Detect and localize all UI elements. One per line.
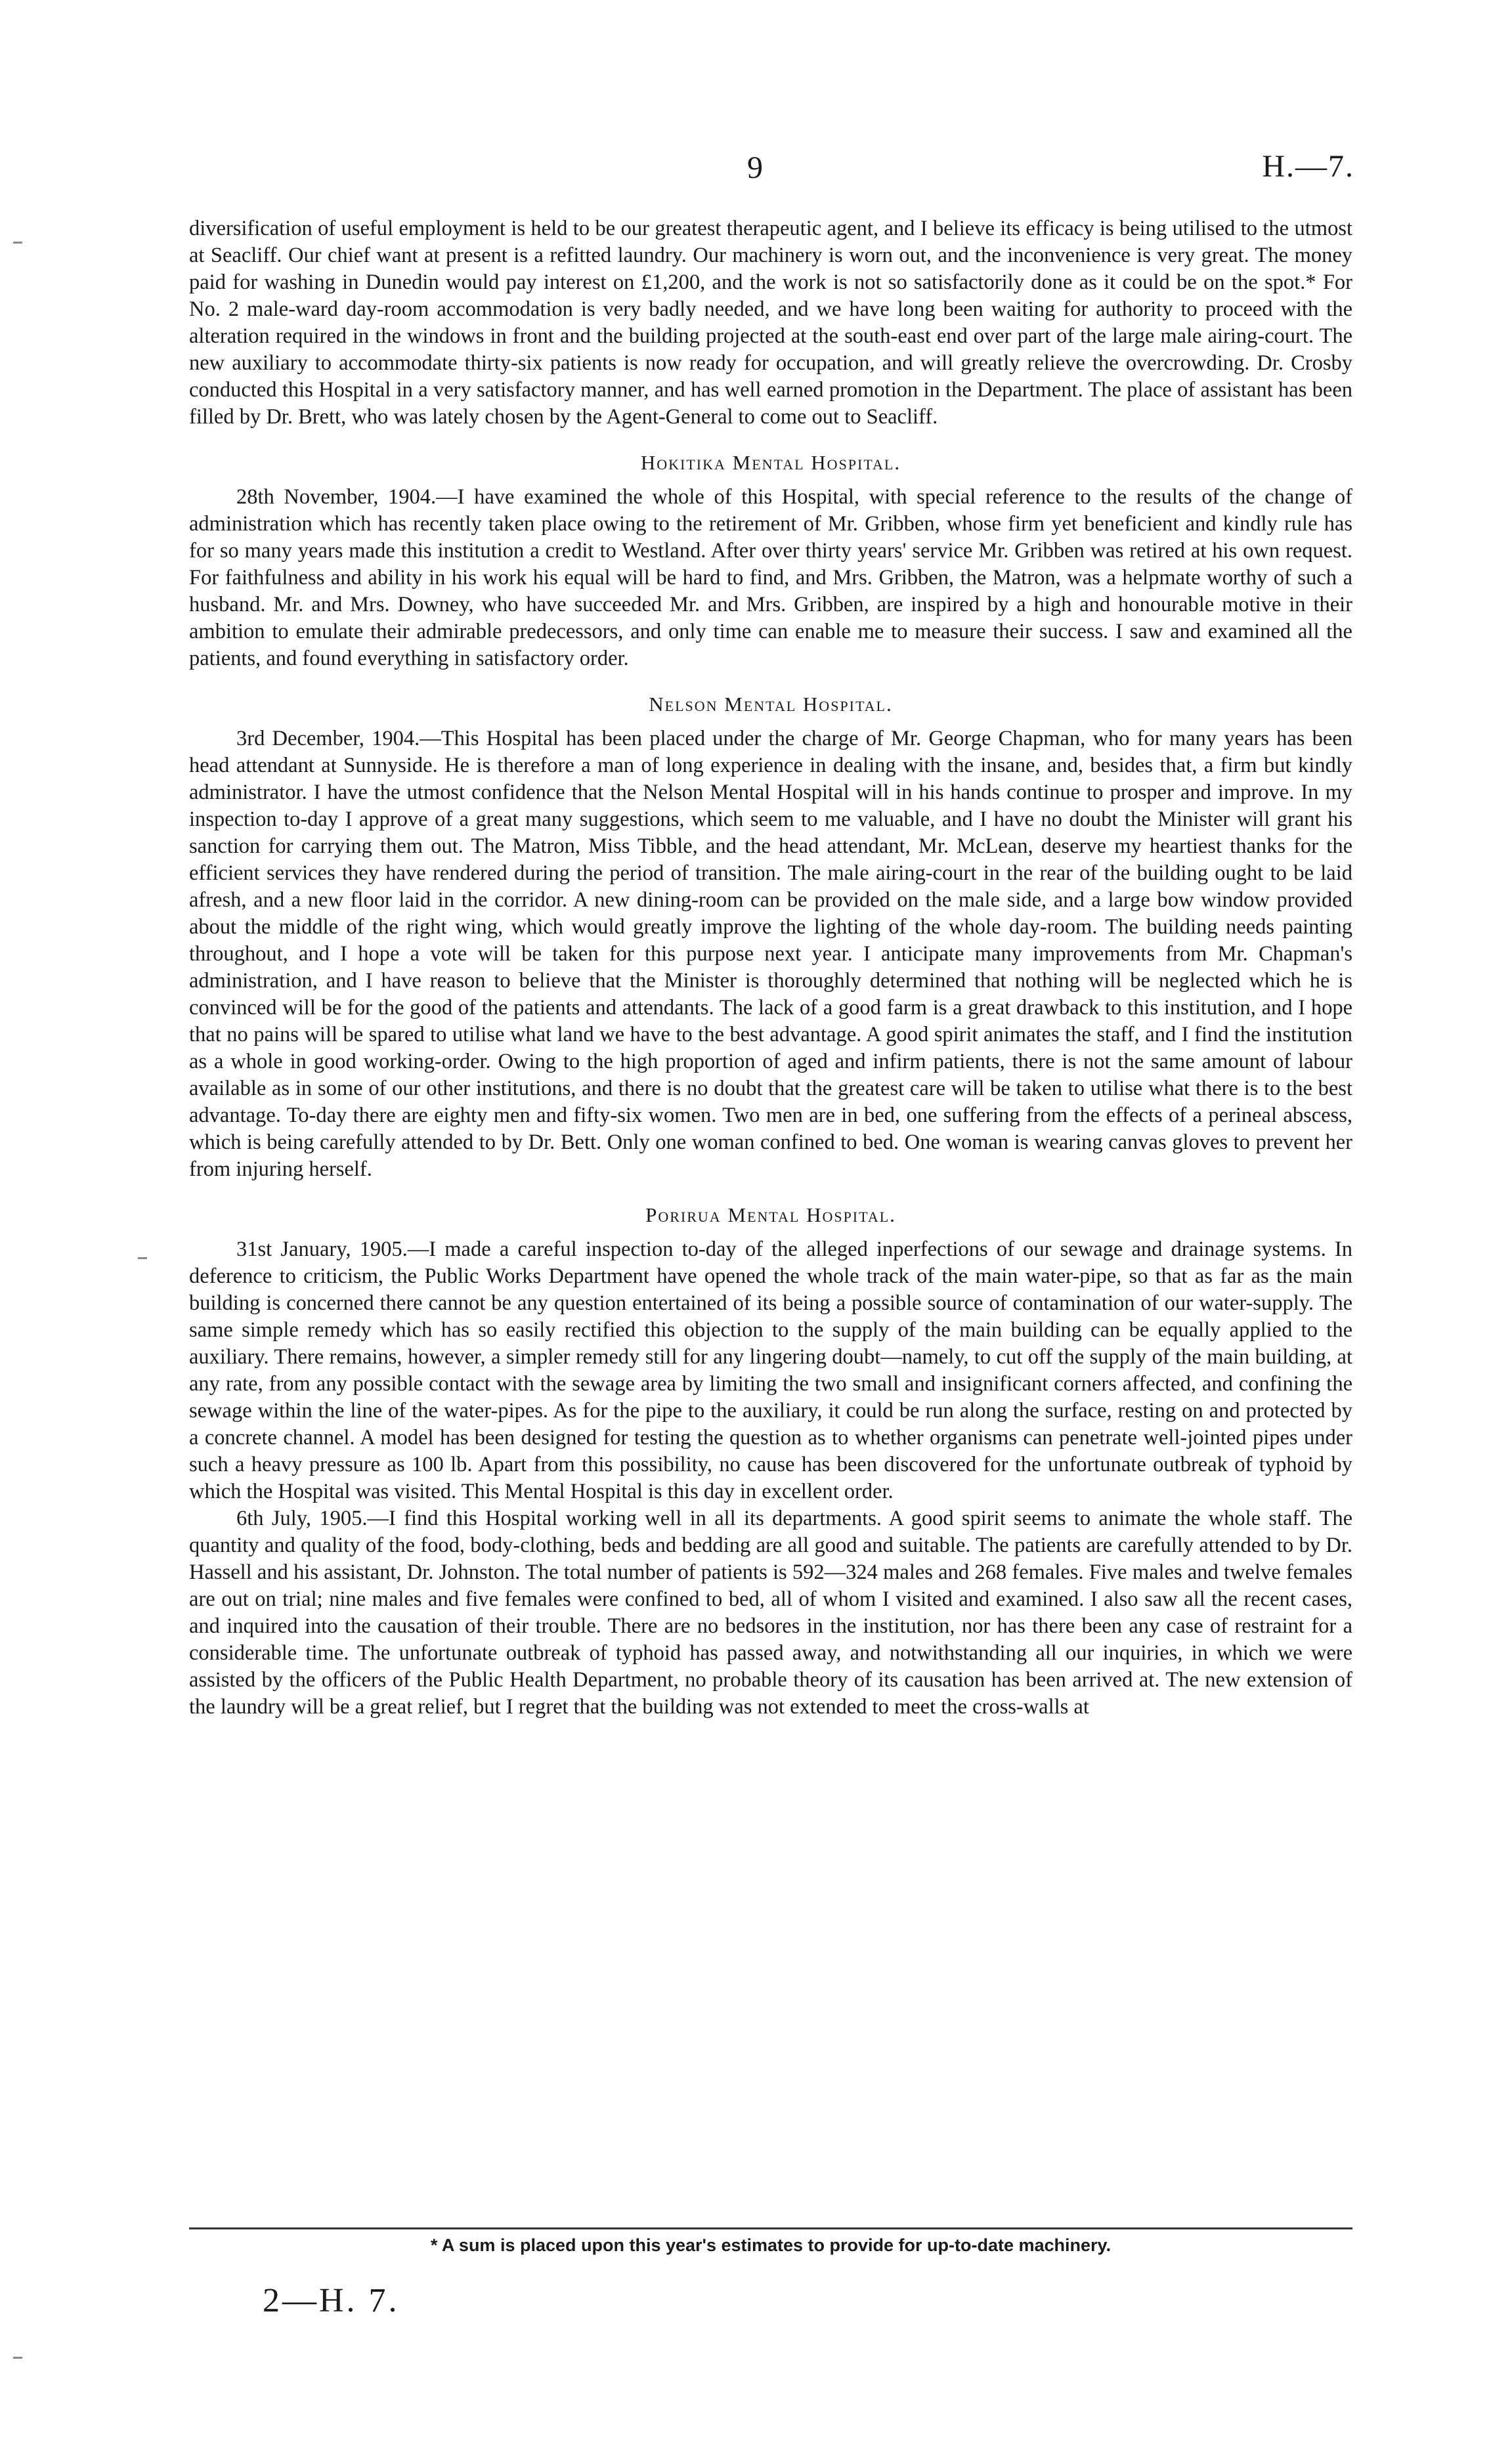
page-number: 9	[747, 150, 763, 185]
heading-porirua: Porirua Mental Hospital.	[645, 1203, 896, 1226]
paragraph-porirua-july: 6th July, 1905.—I find this Hospital working well in all its departments. A good spirit seems to animate the whole staff. The quantity and quality of the food, body-clothing, beds and bedding are all good and suitable. The patients are carefully attended to by Dr. Hassell and his assistant, Dr. Johnston. The total number of patients is 592—324 males and 268 females. Five males and twelve females are out on trial; nine males and five females were confined to bed, all of whom I visited and examined. I also saw all the recent cases, and inquired into the causation of their trouble. There are no bedsores in the institution, nor has there been any case of restraint for a considerable time. The unfortunate outbreak of typhoid has passed away, and notwithstanding all our inquiries, in which we were assisted by the officers of the Public Health Department, no probable theory of its causation has been arrived at. The new extension of the laundry will be a great relief, but I regret that the building was not extended to meet the cross-walls at	[189, 1507, 1352, 1719]
paragraph-hokitika: 28th November, 1904.—I have examined the whole of this Hospital, with special reference to the results of the change of administration which has recently taken place owing to the retirement of Mr. Gribben, whose firm yet beneficient and kindly rule has for so many years made this institution a credit to Westland. After over thirty years' service Mr. Gribben was retired at his own request. For faithfulness and ability in his work his equal will be hard to find, and Mrs. Gribben, the Matron, was a helpmate worthy of such a husband. Mr. and Mrs. Downey, who have succeeded Mr. and Mrs. Gribben, are inspired by a high and honourable motive in their ambition to emulate their admirable predecessors, and only time can enable me to measure their success. I saw and examined all the patients, and found everything in satisfactory order.	[189, 485, 1352, 670]
heading-hokitika: Hokitika Mental Hospital.	[640, 451, 901, 474]
heading-nelson: Nelson Mental Hospital.	[649, 693, 893, 716]
paragraph-porirua-january: 31st January, 1905.—I made a careful inspection to-day of the alleged inperfections of our sewage and drainage systems. In deference to criticism, the Public Works Department have opened the whole track of the main water-pipe, so that as far as the main building is concerned there cannot be any question entertained of its being a possible source of contamination of our water-supply. The same simple remedy which has so easily rectified this objection to the supply of the main building can be equally applied to the auxiliary. There remains, however, a simpler remedy still for any lingering doubt—namely, to cut off the supply of the main building, at any rate, from any possible contact with the sewage area by limiting the two small and insignificant corners affected, and confining the sewage within the line of the water-pipes. As for the pipe to the auxiliary, it could be run along the surface, resting on and protected by a concrete channel. A model has been designed for testing the question as to whether organisms can penetrate well-jointed pipes under such a heavy pressure as 100 lb. Apart from this possibility, no cause has been discovered for the unfortunate outbreak of typhoid by which the Hospital was visited. This Mental Hospital is this day in excellent order.	[189, 1237, 1352, 1503]
paragraph-nelson: 3rd December, 1904.—This Hospital has been placed under the charge of Mr. George Chapman, who for many years has been head attendant at Sunnyside. He is therefore a man of long experience in dealing with the insane, and, besides that, a firm but kindly administrator. I have the utmost confidence that the Nelson Mental Hospital will in his hands continue to prosper and improve. In my inspection to-day I approve of a great many suggestions, which seem to me valuable, and I have no doubt the Minister will grant his sanction for carrying them out. The Matron, Miss Tibble, and the head attendant, Mr. McLean, deserve my heartiest thanks for the efficient services they have rendered during the period of transition. The male airing-court in the rear of the building ought to be laid afresh, and a new floor laid in the corridor. A new dining-room can be provided on the male side, and a large bow window provided about the middle of the right wing, which would greatly improve the lighting of the whole day-room. The building needs painting throughout, and I hope a vote will be taken for this purpose next year. I anticipate many improvements from Mr. Chapman's administration, and I have reason to believe that the Minister is thoroughly determined that nothing will be neglected which he is convinced will be for the good of the patients and attendants. The lack of a good farm is a great drawback to this institution, and I hope that no pains will be spared to utilise what land we have to the best advantage. A good spirit animates the staff, and I find the institution as a whole in good working-order. Owing to the high proportion of aged and infirm patients, there is not the same amount of labour available as in some of our other institutions, and there is no doubt that the greatest care will be taken to utilise what there is to the best advantage. To-day there are eighty men and fifty-six women. Two men are in bed, one suffering from the effects of a perineal abscess, which is being carefully attended to by Dr. Bett. Only one woman confined to bed. One woman is wearing canvas gloves to prevent her from injuring herself.	[189, 727, 1352, 1181]
paragraph-seacliff-continued: diversification of useful employment is held to be our greatest therapeutic agent, and I believe its efficacy is being utilised to the utmost at Seacliff. Our chief want at present is a refitted laundry. Our machinery is worn out, and the inconvenience is very great. The money paid for washing in Dunedin would pay interest on £1,200, and the work is not so satisfactorily done as it could be on the spot.* For No. 2 male-ward day-room accommodation is very badly needed, and we have long been waiting for authority to proceed with the alteration required in the windows in front and the building projected at the south-east end over part of the large male airing-court. The new auxiliary to accommodate thirty-six patients is now ready for occupation, and will greatly relieve the overcrowding. Dr. Crosby conducted this Hospital in a very satisfactory manner, and has well earned promotion in the Department. The place of assistant has been filled by Dr. Brett, who was lately chosen by the Agent-General to come out to Seacliff.	[189, 217, 1352, 429]
margin-mark	[13, 2357, 22, 2359]
margin-mark	[13, 242, 22, 244]
body-text	[189, 215, 1352, 1721]
footnote: * A sum is placed upon this year's estimates to provide for up-to-date machinery.	[430, 2235, 1112, 2255]
footnote-divider	[189, 2227, 1352, 2229]
margin-mark	[138, 1257, 147, 1259]
document-reference: H.—7.	[1262, 149, 1354, 184]
signature-mark: 2—H. 7.	[263, 2282, 400, 2319]
